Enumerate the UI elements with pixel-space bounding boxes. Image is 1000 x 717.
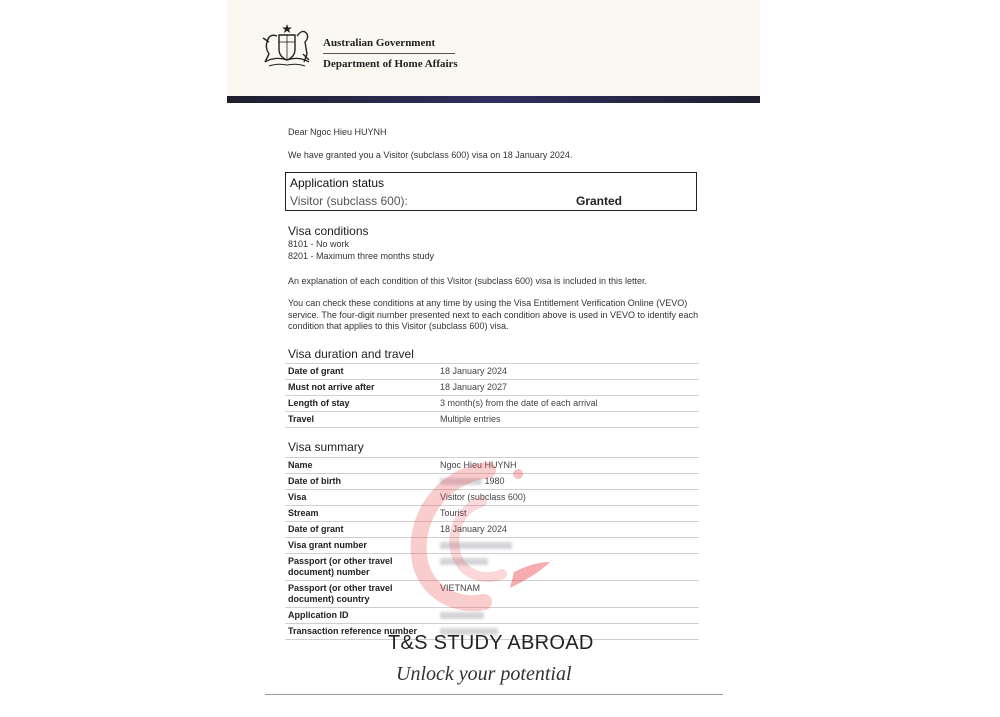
row-label: Date of grant [285, 364, 437, 380]
row-label: Passport (or other travel document) number [285, 554, 437, 581]
granted-line: We have granted you a Visitor (subclass 600) visa on 18 January 2024. [288, 150, 573, 160]
application-status-box [285, 172, 697, 211]
table-row [285, 364, 699, 380]
row-value: VIETNAM [437, 581, 699, 608]
row-label: Application ID [285, 608, 437, 624]
table-row [285, 396, 699, 412]
row-label: Stream [285, 506, 437, 522]
row-label: Travel [285, 412, 437, 428]
row-value: Ngoc Hieu HUYNH [437, 458, 699, 474]
duration-table [285, 363, 699, 428]
row-label: Date of birth [285, 474, 437, 490]
row-label: Visa [285, 490, 437, 506]
row-value: 18 January 2027 [437, 380, 699, 396]
status-title: Application status [290, 176, 385, 190]
row-value: 18 January 2024 [437, 364, 699, 380]
footer-divider [265, 694, 723, 695]
row-value: 3 month(s) from the date of each arrival [437, 396, 699, 412]
status-visa: Visitor (subclass 600): [290, 194, 408, 208]
salutation: Dear Ngoc Hieu HUYNH [288, 127, 387, 137]
letterhead-divider [323, 53, 455, 54]
row-label: Date of grant [285, 522, 437, 538]
row-label: Name [285, 458, 437, 474]
table-row [285, 412, 699, 428]
duration-title: Visa duration and travel [288, 347, 414, 361]
conditions-title: Visa conditions [288, 224, 369, 238]
vevo-paragraph: You can check these conditions at any time by using the Visa Entitlement Verification Online (VEVO) service. The four-digit number presented next to each condition above is used in VEVO to identify each condition that applies to this Visitor (subclass 600) visa. [288, 298, 699, 331]
letterhead [227, 0, 760, 96]
birth-year: 1980 [484, 476, 505, 486]
conditions-explanation: An explanation of each condition of this Visitor (subclass 600) visa is included in this letter. [288, 276, 648, 286]
coat-of-arms-icon [257, 22, 317, 70]
row-value: 18 January 2024 [437, 522, 699, 538]
row-label: Passport (or other travel document) country [285, 581, 437, 608]
condition-item: 8101 - No work [288, 239, 350, 249]
row-value: Visitor (subclass 600) [437, 490, 699, 506]
department-name: Department of Home Affairs [323, 58, 458, 70]
government-name: Australian Government [323, 37, 436, 49]
watermark-logo-icon [410, 462, 560, 612]
status-value: Granted [576, 194, 623, 208]
summary-title: Visa summary [288, 440, 364, 454]
row-label: Transaction reference number [285, 624, 437, 640]
row-label: Must not arrive after [285, 380, 437, 396]
watermark-brand: T&S STUDY ABROAD [388, 632, 594, 654]
row-value: Tourist [437, 506, 699, 522]
header-bar [227, 96, 760, 103]
row-value: Multiple entries [437, 412, 699, 428]
table-row [285, 380, 699, 396]
row-label: Visa grant number [285, 538, 437, 554]
row-label: Length of stay [285, 396, 437, 412]
watermark-slogan: Unlock your potential [396, 663, 572, 685]
condition-item: 8201 - Maximum three months study [288, 251, 435, 261]
redacted-value [440, 612, 484, 619]
